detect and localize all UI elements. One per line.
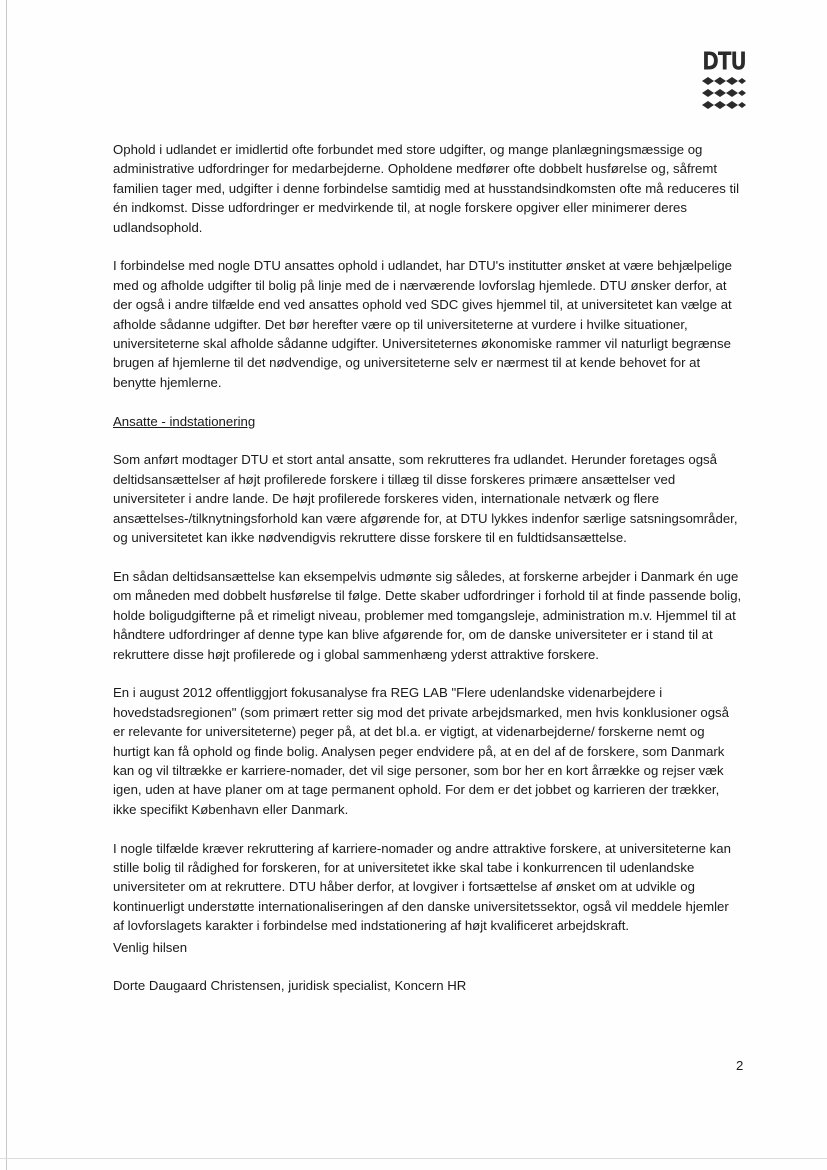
page-number: 2	[736, 1058, 744, 1073]
dtu-logo-diamonds-icon	[700, 75, 748, 111]
dtu-logo	[700, 45, 748, 110]
section-heading: Ansatte - indstationering	[113, 413, 256, 429]
paragraph-deltidsansaettelse: En sådan deltidsansættelse kan eksempelvis udmønte sig således, at forskerne arbejder i Danmark én uge om måneden med dobbelt husførelse til følge. Dette skaber udfordringer i forhold til at finde passende bolig, holde boligudgifterne på et rimeligt niveau, problemer med tomgangsleje, administration m.v. Hjemmel til at håndtere udfordringer af denne type kan blive afgørende for, om de danske universiteter er i stand til at rekruttere disse højt profilerede og i global sammenhæng yderst attraktive forskere.	[113, 568, 742, 662]
signature-name: Dorte Daugaard Christensen, juridisk specialist, Koncern HR	[113, 978, 467, 993]
logo-text: DTU	[702, 45, 746, 76]
section-indstationering	[113, 412, 743, 548]
paragraph-karriere-nomader: I nogle tilfælde kræver rekruttering af karriere-nomader og andre attraktive forskere, at universiteterne kan stille bolig til rådighed for forskeren, for at universitetet ikke skal tabe i konkurrencen til udenlandske universiteter om at rekruttere. DTU håber derfor, at lovgiver i fortsættelse af ønsket om at udvikle og kontinuerligt understøtte internationaliseringen af den danske universitetssektor, også vil meddele hjemler af lovforslagets karakter i forbindelse med indstationering af højt kvalificeret arbejdskraft.	[113, 840, 731, 934]
signature-greeting: Venlig hilsen	[113, 940, 188, 955]
scan-edge-line	[6, 0, 7, 1170]
paragraph-fokusanalyse: En i august 2012 offentliggjort fokusanalyse fra REG LAB "Flere udenlandske videnarbejdere i hovedstadsregionen" (som primært retter sig mod det private arbejdsmarked, men hvis konklusioner også er relevante for universiteterne) peger på, at det bl.a. er vigtigt, at videnarbejderne/ forskerne nemt og hurtigt kan få ophold og finde bolig. Analysen peger endvidere på, at en del af de forskere, som Danmark kan og vil tiltrække er karriere-nomader, det vil sige personer, som bor her en kort årrække og rejser væk igen, uden at have planer om at tage permanent ophold. For dem er det jobbet og karrieren der trækker, ikke specifikt København eller Danmark.	[113, 685, 729, 817]
letter-body	[113, 140, 743, 955]
paragraph-rekruttering: Som anført modtager DTU et stort antal ansatte, som rekrutteres fra udlandet. Herunder foretages også deltidsansættelser af højt profilerede forskere i tillæg til disse forskeres primære ansættelser ved universiteter i andre lande. De højt profilerede forskeres viden, internationale netværk og flere ansættelses-/tilknytningsforhold kan være afgørende for, at DTU lykkes indenfor særlige satsningsområder, og universitetet kan ikke nødvendigvis rekruttere disse forskere til en fuldtidsansættelse.	[113, 452, 738, 546]
scan-bottom-line	[0, 1158, 827, 1159]
paragraph-boligudgifter: I forbindelse med nogle DTU ansattes ophold i udlandet, har DTU's institutter ønsket at være behjælpelige med og afholde udgifter til bolig på linje med de i nærværende lovforslag hjemlede. DTU ønsker derfor, at der også i andre tilfælde end ved ansattes ophold ved SDC gives hjemmel til, at universitetet kan vælge at afholde sådanne udgifter. Det bør herefter være op til universiteterne at vurdere i hvilke situationer, universiteterne skal afholde sådanne udgifter. Universiteternes økonomiske rammer vil naturligt begrænse brugen af hjemlerne til det nødvendige, og universiteterne selv er nærmest til at kende behovet for at benytte hjemlerne.	[113, 258, 732, 390]
paragraph-udlandsophold: Ophold i udlandet er imidlertid ofte forbundet med store udgifter, og mange planlægningsmæssige og administrative udfordringer for medarbejderne. Opholdene medfører ofte dobbelt husførelse og, såfremt familien tager med, udgifter i denne forbindelse samtidig med at husstandsindkomsten ofte må reduceres til én indkomst. Disse udfordringer er medvirkende til, at nogle forskere opgiver eller minimerer deres udlandsophold.	[113, 142, 740, 235]
